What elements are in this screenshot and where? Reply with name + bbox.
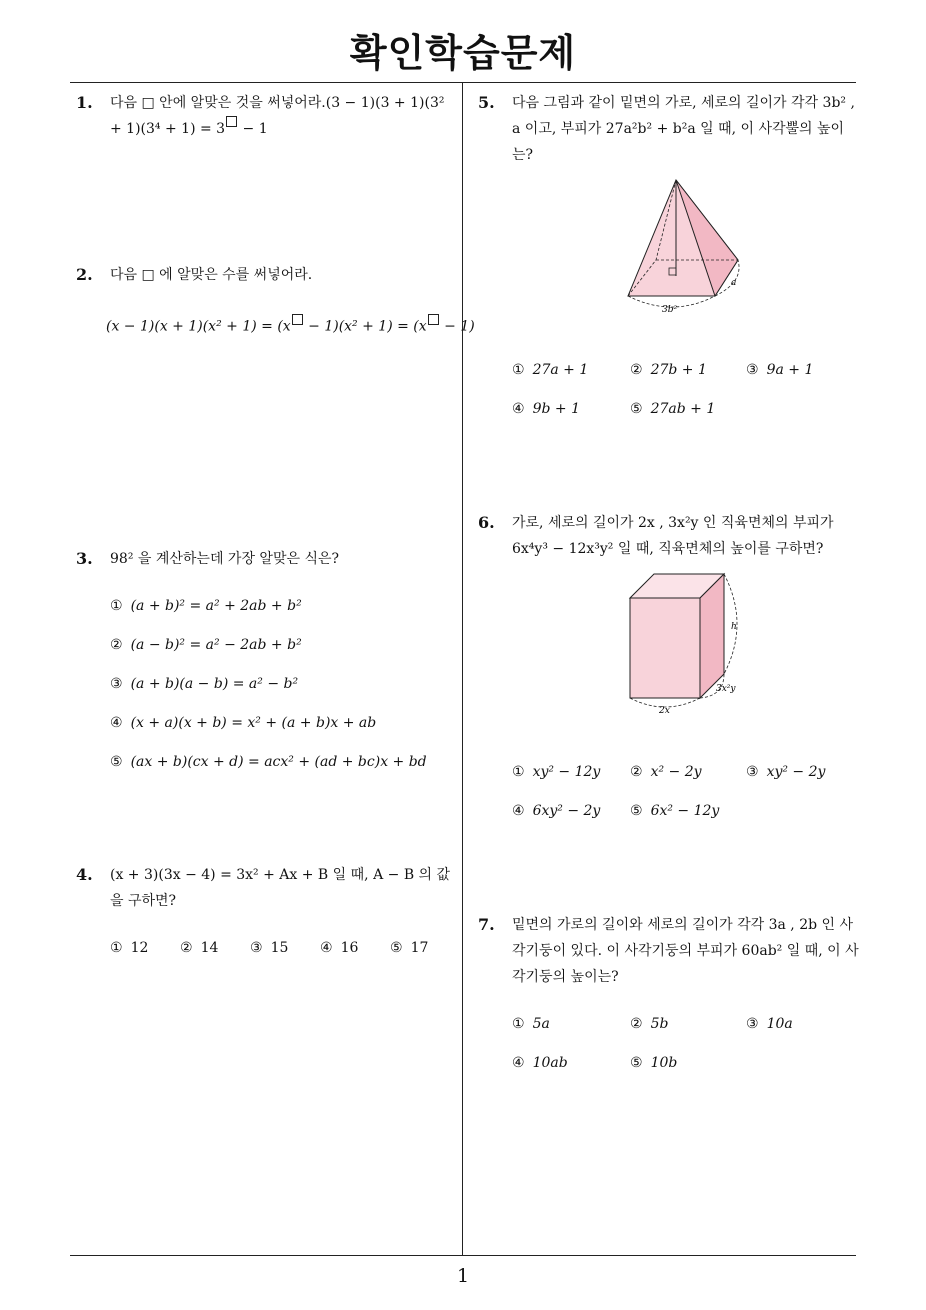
- column-divider: [462, 82, 463, 1256]
- question-number: 1.: [76, 93, 93, 112]
- q4-option-1[interactable]: ① 12: [110, 940, 149, 956]
- question-number: 7.: [478, 915, 495, 934]
- question-text: (x + 3)(3x − 4) = 3x² + Ax + B 일 때, A − B 의 값을 구하면?: [110, 867, 451, 909]
- label-3b2: 3b²: [662, 305, 678, 315]
- blank-box: [428, 314, 439, 325]
- q6-option-4[interactable]: ④ 6xy² − 2y: [512, 803, 601, 819]
- q3-option-5[interactable]: ⑤ (ax + b)(cx + d) = acx² + (ad + bc)x + bd: [110, 754, 427, 770]
- pyramid-figure: [620, 176, 750, 316]
- q4-option-3[interactable]: ③ 15: [250, 940, 289, 956]
- question-6: [478, 510, 860, 562]
- question-number: 5.: [478, 93, 495, 112]
- question-number: 4.: [76, 865, 93, 884]
- question-text: 다음 □ 안에 알맞은 것을 써넣어라.(3 − 1)(3 + 1)(3² + 1)(3⁴ + 1) = 3: [110, 95, 445, 137]
- q5-option-5[interactable]: ⑤ 27ab + 1: [630, 401, 716, 417]
- question-text: 가로, 세로의 길이가 2x , 3x²y 인 직육면체의 부피가 6x⁴y³ − 12x³y² 일 때, 직육면체의 높이를 구하면?: [512, 515, 834, 557]
- question-2: [76, 262, 460, 288]
- q7-option-4[interactable]: ④ 10ab: [512, 1055, 568, 1071]
- question-2-equation: (x − 1)(x + 1)(x² + 1) = (x − 1)(x² + 1) = (x − 1): [106, 314, 475, 335]
- question-text: 다음 □ 에 알맞은 수를 써넣어라.: [110, 267, 313, 283]
- q5-option-4[interactable]: ④ 9b + 1: [512, 401, 580, 417]
- label-2x: 2x: [659, 706, 670, 716]
- q6-option-5[interactable]: ⑤ 6x² − 12y: [630, 803, 720, 819]
- question-text-tail: − 1: [238, 121, 268, 137]
- q3-option-3[interactable]: ③ (a + b)(a − b) = a² − b²: [110, 676, 299, 692]
- q6-option-3[interactable]: ③ xy² − 2y: [746, 764, 826, 780]
- question-number: 2.: [76, 265, 93, 284]
- q3-option-1[interactable]: ① (a + b)² = a² + 2ab + b²: [110, 598, 302, 614]
- question-number: 3.: [76, 549, 93, 568]
- page-number: 1: [456, 1265, 470, 1287]
- question-5: [478, 90, 860, 168]
- q4-option-4[interactable]: ④ 16: [320, 940, 359, 956]
- q4-option-5[interactable]: ⑤ 17: [390, 940, 429, 956]
- label-h: h: [731, 622, 737, 632]
- q7-option-3[interactable]: ③ 10a: [746, 1016, 793, 1032]
- blank-box: [226, 116, 237, 127]
- q5-option-3[interactable]: ③ 9a + 1: [746, 362, 814, 378]
- question-text: 다음 그림과 같이 밑면의 가로, 세로의 길이가 각각 3b² , a 이고, 부피가 27a²b² + b²a 일 때, 이 사각뿔의 높이는?: [512, 95, 855, 163]
- q6-option-2[interactable]: ② x² − 2y: [630, 764, 702, 780]
- q5-option-1[interactable]: ① 27a + 1: [512, 362, 589, 378]
- q7-option-1[interactable]: ① 5a: [512, 1016, 550, 1032]
- page-title: 확인학습문제: [349, 31, 577, 75]
- label-a: a: [731, 278, 737, 288]
- question-text: 밑면의 가로의 길이와 세로의 길이가 각각 3a , 2b 인 사각기둥이 있다. 이 사각기둥의 부피가 60ab² 일 때, 이 사각기둥의 높이는?: [512, 917, 859, 985]
- label-3x2y: 3x²y: [716, 684, 736, 694]
- question-number: 6.: [478, 513, 495, 532]
- q4-option-2[interactable]: ② 14: [180, 940, 219, 956]
- q6-option-1[interactable]: ① xy² − 12y: [512, 764, 601, 780]
- question-1: [76, 90, 460, 142]
- q5-option-2[interactable]: ② 27b + 1: [630, 362, 707, 378]
- question-text: 98² 을 계산하는데 가장 알맞은 식은?: [110, 551, 339, 567]
- cuboid-front: [630, 598, 700, 698]
- blank-box: [292, 314, 303, 325]
- question-7: [478, 912, 860, 990]
- q7-option-2[interactable]: ② 5b: [630, 1016, 669, 1032]
- bottom-rule: [70, 1255, 856, 1256]
- question-3: [76, 546, 460, 572]
- q3-option-4[interactable]: ④ (x + a)(x + b) = x² + (a + b)x + ab: [110, 715, 377, 731]
- question-4: [76, 862, 460, 914]
- top-rule: [70, 82, 856, 83]
- cuboid-figure: [624, 570, 754, 720]
- q7-option-5[interactable]: ⑤ 10b: [630, 1055, 678, 1071]
- q3-option-2[interactable]: ② (a − b)² = a² − 2ab + b²: [110, 637, 302, 653]
